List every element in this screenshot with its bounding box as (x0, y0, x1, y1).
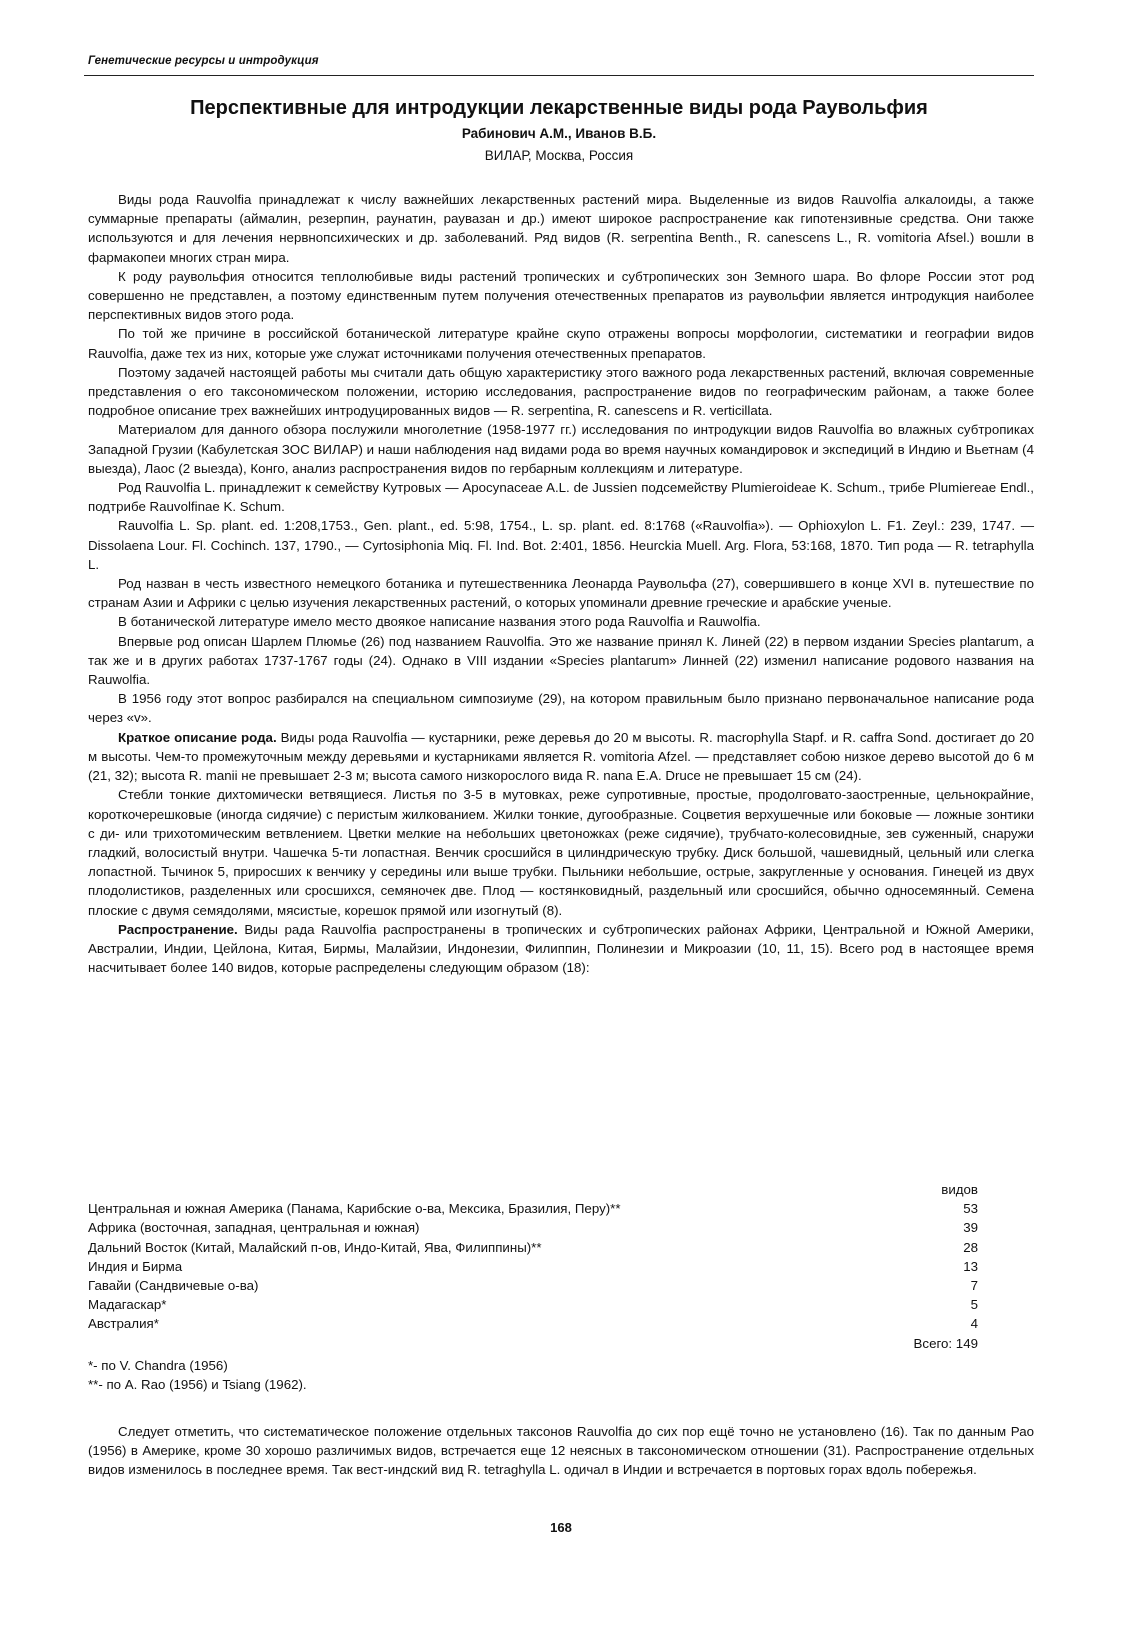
paragraph: Виды рода Rauvolfia принадлежат к числу важнейших лекарственных растений мира. Выделенные из видов Rauvolfia алкалоиды, а также суммарные препараты (аймалин, резерпин, раунатин, раувазан и др.) имеют широкое распространение как гипотензивные средства. Они также используются и для лечения нервнопсихических и др. заболеваний. Ряд видов (R. serpentina Benth., R. canescens L., R. vomitoria Afsel.) вошли в фармакопеи многих стран мира. (88, 192, 1034, 265)
paragraph: К роду раувольфия относится теплолюбивые виды растений тропических и субтропических зон Земного шара. Во флоре России этот род совершенно не представлен, а поэтому единственным путем получения отечественных препаратов из раувольфии является интродукция наиболее перспективных видов этого рода. (88, 268, 1034, 323)
paragraph: Rauvolfia L. Sp. plant. ed. 1:208,1753., Gen. plant., ed. 5:98, 1754., L. sp. plant. ed. 8:1768 («Rauvolfia»). — Ophioxylon L. F1. Zeyl.: 239, 1747. — Dissolaena Lour. Fl. Cochinch. 137, 1790., — Cyrtosiphonia Miq. Fl. Ind. Bot. 2:401, 1856. Heurckia Muell. Arg. Flora, 53:168, 1870. Тип рода — R. tetraphylla L. (88, 518, 1034, 572)
paragraph-text: Виды рода Rauvolfia — кустарники, реже деревья до 20 м высоты. R. macrophylla Stapf. и R. caffra Sond. достигает до 20 м высоты. Чем-то промежуточным между деревьями и кустарниками является R. vomitoria Afzel. — представляет собою низкое дерево высотой до 6 м (21, 32); высота R. manii не превышает 2-3 м; высота самого низкорослого вида R. nana E.A. Druce не превышает 15 см (24). (88, 729, 1034, 784)
paragraph: Род Rauvolfia L. принадлежит к семейству Кутровых — Apocynaceae A.L. de Jussien подсемейству Plumieroideae K. Schum., трибе Plumiereae Endl., подтрибе Rauvolfinae K. Schum. (88, 480, 1034, 515)
species-count: 28 (963, 1239, 978, 1255)
paragraph: Поэтому задачей настоящей работы мы считали дать общую характеристику этого важного рода лекарственных растений, включая современные представления о его таксономическом положении, историю исследования, распространение видов по географическим районам, а также более подробное описание трех важнейших интродуцированных видов — R. serpentina, R. canescens и R. verticillata. (88, 364, 1034, 419)
article-affiliation: ВИЛАР, Москва, Россия (484, 148, 634, 163)
region-name: Африка (восточная, западная, центральная и южная) (88, 1220, 420, 1236)
table-row (88, 1314, 978, 1333)
table-total (88, 1334, 978, 1353)
paragraph (88, 728, 1034, 786)
paragraph: Впервые род описан Шарлем Плюмье (26) под названием Rauvolfia. Это же название принял К. Линей (22) в первом издании Species plantarum, а так же и в других работах 1737-1767 годы (24). Однако в VIII издании «Species plantarum» Линней (22) изменил написание родового названия на Rauwolfia. (88, 633, 1034, 688)
table-row (88, 1238, 978, 1257)
species-count: 7 (970, 1278, 978, 1294)
region-name: Австралия* (88, 1316, 159, 1332)
region-name: Мадагаскар* (88, 1297, 167, 1313)
paragraph: Материалом для данного обзора послужили многолетние (1958-1977 гг.) исследования по интродукции видов Rauvolfia во влажных субтропиках Западной Грузии (Кабулетская ЗОС ВИЛАР) и наши наблюдения над видами рода во время научных командировок и экспедиций в Индию и Вьетнам (4 выезда), Лаос (2 выезда), Конго, анализ распространения видов по гербарным коллекциям и литературе. (88, 422, 1034, 476)
paragraph: Стебли тонкие дихтомически ветвящиеся. Листья по 3-5 в мутовках, реже супротивные, простые, продолговато-заостренные, цельнокрайние, короткочерешковые (иногда сидячие) с перистым жилкованием. Жилки тонкие, дугообразные. Соцветия верхушечные или боковые — ложные зонтики с ди- или трихотомическим ветвлением. Цветки мелкие на небольших цветоножках (реже сидячие), трубчато-колесовидные, зев суженный, снаружи гладкий, волосистый внутри. Чашечка 5-ти лопастная. Венчик сросшийся в цилиндрическую трубку. Диск большой, чашевидный, цельный или слегка лопастной. Тычинок 5, приросших к венчику у середины или выше трубки. Пыльники небольшие, острые, закругленные у основания. Гинецей из двух плодолистиков, разделенных или сросшихся, семяночек две. Плод — костянковидный, раздельный или сросшийся, обычно односемянный. Семена плоские с двумя семядолями, мясистые, корешок прямой или изогнутый (8). (88, 787, 1034, 918)
article-title: Перспективные для интродукции лекарственные виды рода Раувольфия (190, 97, 928, 119)
species-count: 4 (970, 1316, 978, 1332)
table-header (88, 1180, 978, 1199)
header-rule (84, 75, 1034, 76)
page-number: 168 (550, 1520, 572, 1535)
paragraph: В ботанической литературе имело место двоякое написание названия этого рода Rauvolfia и Rauwolfia. (118, 614, 761, 630)
footnotes (88, 1356, 788, 1394)
distribution-table (88, 1180, 978, 1353)
article-body (88, 190, 1034, 977)
paragraph: По той же причине в российской ботанической литературе крайне скупо отражены вопросы морфологии, систематики и географии видов Rauvolfia, даже тех из них, которые уже служат источниками получения отечественных препаратов. (88, 326, 1034, 361)
species-count: 13 (963, 1258, 978, 1274)
paragraph: Род назван в честь известного немецкого ботаника и путешественника Леонарда Раувольфа (27), совершившего в конце XVI в. путешествие по странам Азии и Африки с целью изучения лекарственных растений, о которых упоминали древние греческие и арабские ученые. (88, 576, 1034, 611)
section-lead: Краткое описание рода. (118, 729, 277, 745)
species-count: 5 (970, 1297, 978, 1313)
table-row (88, 1218, 978, 1237)
region-name: Гавайи (Сандвичевые о-ва) (88, 1278, 259, 1294)
section-lead: Распространение. (118, 921, 238, 937)
running-header: Генетические ресурсы и интродукция (88, 55, 319, 67)
paragraph (88, 920, 1034, 978)
footnote: **- по A. Rao (1956) и Tsiang (1962). (88, 1377, 307, 1393)
count-column-label: видов (941, 1182, 978, 1197)
table-row (88, 1276, 978, 1295)
region-name: Индия и Бирма (88, 1258, 183, 1274)
species-count: 53 (963, 1201, 978, 1217)
article-authors: Рабинович А.М., Иванов В.Б. (461, 126, 657, 141)
paragraph: Следует отметить, что систематическое положение отдельных таксонов Rauvolfia до сих пор ещё точно не установлено (16). Так по данным Рао (1956) в Америке, кроме 30 хорошо различимых видов, встречается еще 12 неясных в таксономическом отношении (31). Распространение отдельных видов изменилось в последнее время. Так вест-индский вид R. tetraghylla L. одичал в Индии и встречается в портовых горах вдоль побережья. (88, 1424, 1034, 1478)
region-name: Центральная и южная Америка (Панама, Карибские о-ва, Мексика, Бразилия, Перу)** (88, 1201, 621, 1217)
species-count: 39 (963, 1220, 978, 1236)
footnote: *- по V. Chandra (1956) (88, 1358, 228, 1373)
paragraph: В 1956 году этот вопрос разбирался на специальном симпозиуме (29), на котором правильным было признано первоначальное написание рода через «v». (88, 691, 1034, 726)
table-row (88, 1199, 978, 1218)
region-name: Дальний Восток (Китай, Малайский п-ов, Индо-Китай, Ява, Филиппины)** (88, 1239, 542, 1255)
paragraph-text: Виды рада Rauvolfia распространены в тропических и субтропических районах Африки, Центральной и Южной Америки, Австралии, Индии, Цейлона, Китая, Бирмы, Малайзии, Индонезии, Филиппин, Полинезии и Микроазии (10, 11, 15). Всего род в настоящее время насчитывает более 140 видов, которые распределены следующим образом (18): (88, 921, 1034, 976)
closing-section (88, 1422, 1034, 1480)
table-row (88, 1257, 978, 1276)
total-count: Всего: 149 (913, 1335, 978, 1351)
table-row (88, 1295, 978, 1314)
